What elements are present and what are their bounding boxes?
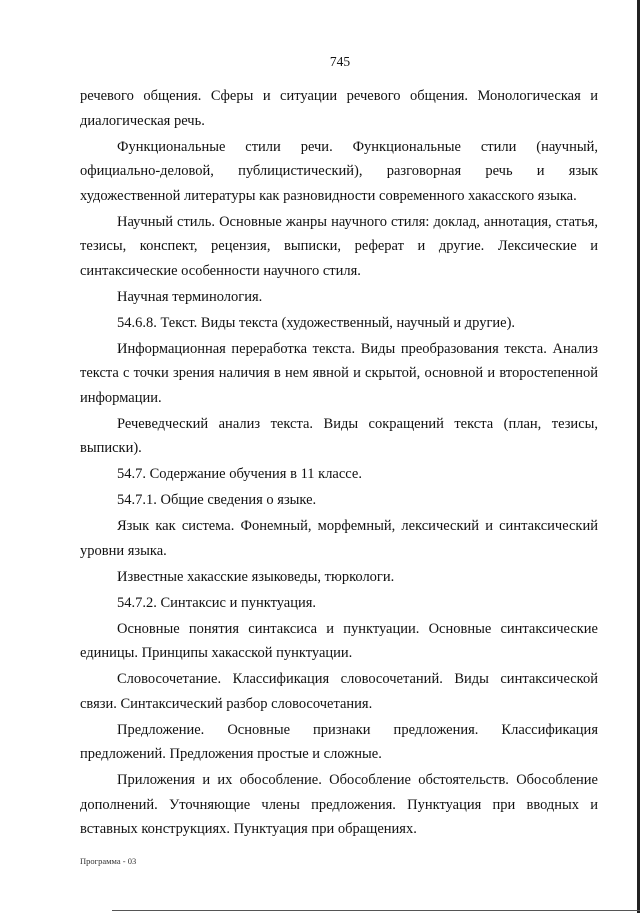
paragraph: Словосочетание. Классификация словосочетаний. Виды синтаксической связи. Синтаксический разбор словосочетания.: [80, 671, 598, 712]
section-heading: 54.7. Содержание обучения в 11 классе.: [117, 466, 362, 482]
paragraph: Научная терминология.: [117, 288, 263, 305]
page-body: [80, 84, 598, 843]
paragraph: Информационная переработка текста. Виды преобразования текста. Анализ текста с точки зрения наличия в нем явной и скрытой, основной и второстепенной информации.: [80, 340, 598, 406]
paragraph: Известные хакасские языковеды, тюркологи.: [117, 568, 395, 585]
paragraph: Речеведческий анализ текста. Виды сокращений текста (план, тезисы, выписки).: [80, 415, 598, 456]
section-heading: 54.6.8. Текст. Виды текста (художественный, научный и другие).: [117, 314, 516, 331]
paragraph: Основные понятия синтаксиса и пунктуации. Основные синтаксические единицы. Принципы хакасской пунктуации.: [80, 620, 598, 661]
page-footer: Программа - 03: [80, 856, 137, 866]
paragraph: Язык как система. Фонемный, морфемный, лексический и синтаксический уровни языка.: [80, 518, 598, 559]
section-heading: 54.7.2. Синтаксис и пунктуация.: [117, 594, 317, 611]
paragraph: Предложение. Основные признаки предложения. Классификация предложений. Предложения простые и сложные.: [80, 721, 598, 762]
paragraph: Функциональные стили речи. Функциональные стили (научный, официально-деловой, публицистический), разговорная речь и язык художественной литературы как разновидности современного хакасского языка.: [80, 138, 598, 204]
section-heading: 54.7.1. Общие сведения о языке.: [117, 492, 317, 508]
paragraph: речевого общения. Сферы и ситуации речевого общения. Монологическая и диалогическая речь.: [80, 88, 598, 129]
scan-edge: [112, 910, 640, 911]
paragraph: Научный стиль. Основные жанры научного стиля: доклад, аннотация, статья, тезисы, конспект, рецензия, выписки, реферат и другие. Лексические и синтаксические особенности научного стиля.: [80, 213, 598, 279]
page-number: 745: [329, 54, 351, 69]
paragraph: Приложения и их обособление. Обособление обстоятельств. Обособление дополнений. Уточняющие члены предложения. Пунктуация при вводных и вставных конструкциях. Пунктуация при обращениях.: [80, 772, 598, 837]
